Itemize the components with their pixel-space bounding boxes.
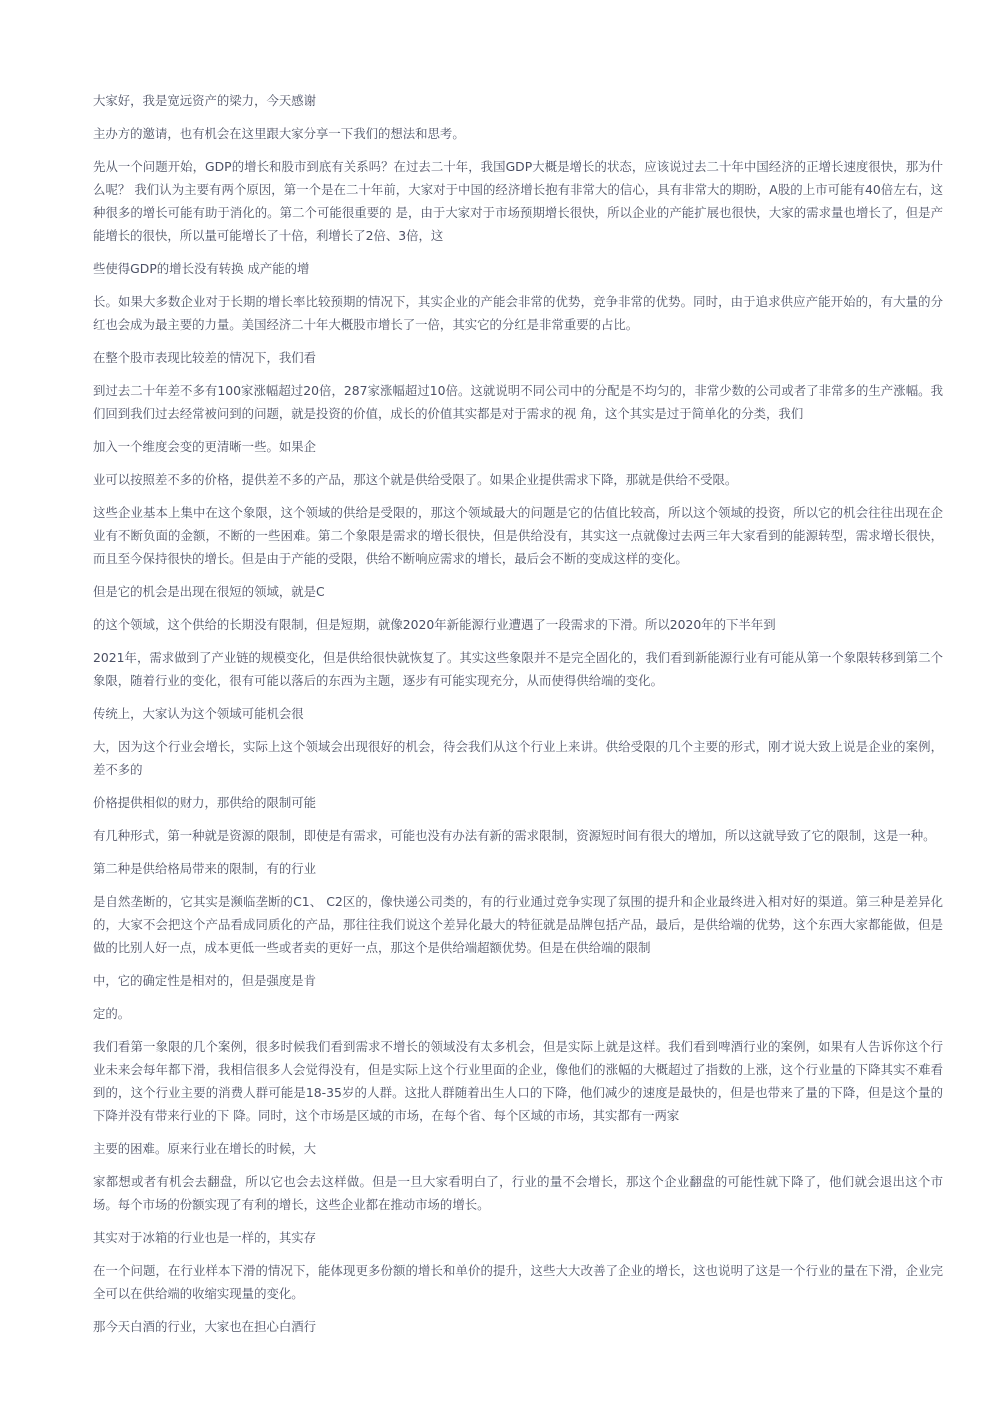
- paragraph: 业可以按照差不多的价格，提供差不多的产品，那这个就是供给受限了。如果企业提供需求下降，那就是供给不受限。: [93, 472, 738, 487]
- paragraph: 中，它的确定性是相对的，但是强度是肯: [93, 973, 317, 988]
- paragraph: 加入一个维度会变的更清晰一些。如果企: [93, 439, 317, 454]
- paragraph: 是自然垄断的，它其实是濒临垄断的C1、 C2区的，像快递公司类的，有的行业通过竞争实现了氛围的提升和企业最终进入相对好的渠道。第三种是差异化的，大家不会把这个产品看成同质化的产品，那往往我们说这个差异化最大的特征就是品牌包括产品，最后，是供给端的优势，这个东西大家都能做，但是做的比别人好一点，成本更低一些或者卖的更好一点，那这个是供给端超额优势。但是在供给端的限制: [93, 894, 943, 955]
- paragraph: 在整个股市表现比较差的情况下，我们看: [93, 350, 317, 365]
- paragraph: 其实对于冰箱的行业也是一样的，其实存: [93, 1230, 317, 1245]
- paragraph: 在一个问题，在行业样本下滑的情况下，能体现更多份额的增长和单价的提升，这些大大改善了企业的增长，这也说明了这是一个行业的量在下滑，企业完全可以在供给端的收缩实现量的变化。: [93, 1263, 943, 1301]
- paragraph: 价格提供相似的财力，那供给的限制可能: [93, 795, 317, 810]
- paragraph: 定的。: [93, 1006, 131, 1021]
- paragraph: 先从一个问题开始，GDP的增长和股市到底有关系吗？在过去二十年，我国GDP大概是增长的状态，应该说过去二十年中国经济的正增长速度很快，那为什么呢？ 我们认为主要有两个原因，第一个是在二十年前，大家对于中国的经济增长抱有非常大的信心，具有非常大的期盼，A股的上市可能有40倍左右，这种很多的增长可能有助于消化的。第二个可能很重要的 是，由于大家对于市场预期增长很快，所以企业的产能扩展也很快，大家的需求量也增长了，但是产能增长的很快，所以量可能增长了十倍，利增长了2倍、3倍，这: [93, 159, 943, 243]
- paragraph: 但是它的机会是出现在很短的领域，就是C: [93, 584, 325, 599]
- paragraph: 我们看第一象限的几个案例，很多时候我们看到需求不增长的领域没有太多机会，但是实际上就是这样。我们看到啤酒行业的案例，如果有人告诉你这个行业未来会每年都下滑，我相信很多人会觉得没有，但是实际上这个行业里面的企业，像他们的涨幅的大概超过了指数的上涨，这个行业量的下降其实不难看到的，这个行业主要的消费人群可能是18-35岁的人群。这批人群随着出生人口的下降，他们减少的速度是最快的，但是也带来了量的下降，但是这个量的下降并没有带来行业的下 降。同时，这个市场是区域的市场，在每个省、每个区域的市场，其实都有一两家: [93, 1039, 943, 1123]
- paragraph: 第二种是供给格局带来的限制，有的行业: [93, 861, 317, 876]
- paragraph: 主办方的邀请，也有机会在这里跟大家分享一下我们的想法和思考。: [93, 126, 465, 141]
- paragraph: 家都想或者有机会去翻盘，所以它也会去这样做。但是一旦大家看明白了，行业的量不会增长，那这个企业翻盘的可能性就下降了，他们就会退出这个市场。每个市场的份额实现了有利的增长，这些企业都在推动市场的增长。: [93, 1174, 943, 1212]
- paragraph: 的这个领域，这个供给的长期没有限制，但是短期，就像2020年新能源行业遭遇了一段需求的下滑。所以2020年的下半年到: [93, 617, 776, 632]
- paragraph: 到过去二十年差不多有100家涨幅超过20倍，287家涨幅超过10倍。这就说明不同公司中的分配是不均匀的，非常少数的公司或者了非常多的生产涨幅。我们回到我们过去经常被问到的问题，就是投资的价值，成长的价值其实都是对于需求的视 角，这个其实是过于简单化的分类，我们: [93, 383, 943, 421]
- document-body: [93, 89, 943, 1348]
- paragraph: 传统上，大家认为这个领域可能机会很: [93, 706, 304, 721]
- paragraph: 些使得GDP的增长没有转换 成产能的增: [93, 261, 310, 276]
- paragraph: 大家好，我是宽远资产的梁力，今天感谢: [93, 93, 317, 108]
- paragraph: 长。如果大多数企业对于长期的增长率比较预期的情况下，其实企业的产能会非常的优势，竞争非常的优势。同时，由于追求供应产能开始的，有大量的分红也会成为最主要的力量。美国经济二十年大概股市增长了一倍，其实它的分红是非常重要的占比。: [93, 294, 943, 332]
- paragraph: 大，因为这个行业会增长，实际上这个领域会出现很好的机会，待会我们从这个行业上来讲。供给受限的几个主要的形式，刚才说大致上说是企业的案例，差不多的: [93, 739, 943, 777]
- paragraph: 2021年，需求做到了产业链的规模变化，但是供给很快就恢复了。其实这些象限并不是完全固化的，我们看到新能源行业有可能从第一个象限转移到第二个象限，随着行业的变化，很有可能以落后的东西为主题，逐步有可能实现充分，从而使得供给端的变化。: [93, 650, 943, 688]
- paragraph: 这些企业基本上集中在这个象限，这个领域的供给是受限的，那这个领域最大的问题是它的估值比较高，所以这个领域的投资，所以它的机会往往出现在企业有不断负面的金额，不断的一些困难。第二个象限是需求的增长很快，但是供给没有，其实这一点就像过去两三年大家看到的能源转型，需求增长很快，而且至今保持很快的增长。但是由于产能的受限，供给不断响应需求的增长，最后会不断的变成这样的变化。: [93, 505, 943, 566]
- paragraph: 主要的困难。原来行业在增长的时候，大: [93, 1141, 317, 1156]
- paragraph: 有几种形式，第一种就是资源的限制，即使是有需求，可能也没有办法有新的需求限制，资源短时间有很大的增加，所以这就导致了它的限制，这是一种。: [93, 828, 936, 843]
- paragraph: 那今天白酒的行业，大家也在担心白酒行: [93, 1319, 317, 1334]
